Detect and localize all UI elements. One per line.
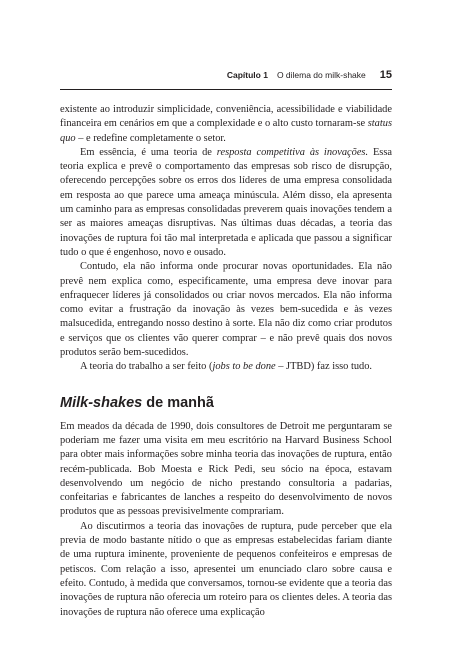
paragraph <box>60 146 392 260</box>
section-heading <box>60 394 392 412</box>
page-number: 15 <box>379 69 392 81</box>
italic-term: resposta competitiva às inovações. <box>216 146 369 158</box>
section-heading-italic: Milk-shakes <box>60 394 143 411</box>
paragraph-text: – JTBD) faz isso tudo. <box>275 361 373 373</box>
running-header <box>60 69 392 90</box>
paragraph: Contudo, ela não informa onde procurar novas oportunidades. Ela não prevê nem explica como, especificamente, uma empresa deve inovar para enfraquecer líderes já consolidados ou criar novos mercados. Ela não informa como evitar a frustração da inovação às vezes bem-sucedida e às vezes malsucedida, entregando nosso destino à sorte. Ela não diz como criar produtos e serviços que os clientes vão querer comprar – e não prevê quais dos novos produtos serão bem-sucedidos. <box>60 261 392 359</box>
paragraph-text: Essa teoria explica e prevê o comportamento das empresas sob risco de disrupção, oferecendo percepções sobre os erros dos líderes de uma empresa consolidada em resposta ao que parece uma ameaça minúscula. Além disso, ela apresenta um caminho para as empresas consolidadas preverem quais inovações tendem a ser as maiores ameaças disruptivas. Nas últimas duas décadas, a teoria das inovações de ruptura foi tão mal interpretada e aplicada que passou a significar tudo o que é engenhoso, novo e ousado. <box>60 146 392 258</box>
paragraph-text: Em essência, é uma teoria de <box>80 146 217 158</box>
italic-term: jobs to be done <box>212 361 276 373</box>
italic-term: status quo <box>60 118 392 144</box>
paragraph <box>60 360 392 374</box>
paragraph-text: existente ao introduzir simplicidade, conveniência, acessibilidade e viabilidade financeira em cenários em que a complexidade e o alto custo tornaram-se <box>60 104 392 130</box>
paragraph-text: A teoria do trabalho a ser feito ( <box>80 361 213 373</box>
body-text <box>60 103 392 620</box>
paragraph-text: – e redefine completamente o setor. <box>75 132 226 144</box>
section-heading-rest: de manhã <box>142 394 214 411</box>
chapter-label: Capítulo 1 <box>226 70 268 80</box>
paragraph <box>60 103 392 146</box>
paragraph: Ao discutirmos a teoria das inovações de ruptura, pude perceber que ela previa de modo bastante nítido o que as empresas estabelecidas fariam diante de uma ruptura iminente, proveniente de pequenos confeiteiros e empresas de petiscos. Com relação a isso, apresentei um enunciado claro sobre causa e efeito. Contudo, à medida que conversamos, tornou-se evidente que a teoria das inovações de ruptura não oferecia um roteiro para os clientes deles. A teoria das inovações de ruptura não oferece uma explicação <box>60 520 392 618</box>
paragraph: Em meados da década de 1990, dois consultores de Detroit me perguntaram se poderiam me fazer uma visita em meu escritório na Harvard Business School para obter mais informações sobre minha teoria das inovações de ruptura, então recém-publicada. Bob Moesta e Rick Pedi, seu sócio na época, estavam desenvolvendo um negócio de nicho prestando consultoria a padarias, confeitarias e fabricantes de lanches a respeito do desenvolvimento de novos produtos que as pessoas previsivelmente comprariam. <box>60 420 392 518</box>
chapter-title: O dilema do milk-shake <box>276 70 366 80</box>
